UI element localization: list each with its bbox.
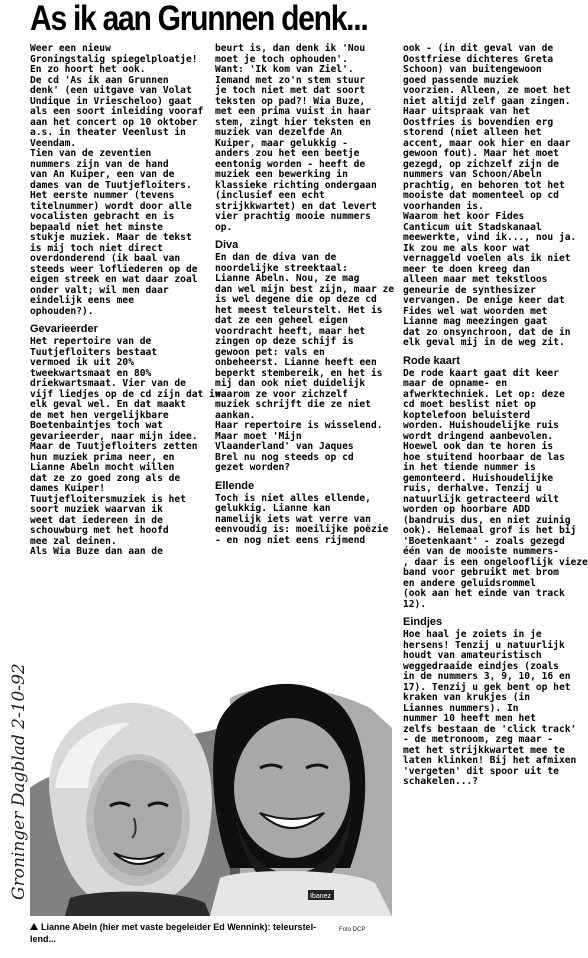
- subheading-gevarieerder: Gevarieerder: [30, 323, 98, 335]
- subheading-diva: Diva: [215, 239, 239, 251]
- subheading-rode-kaart: Rode kaart: [403, 354, 460, 367]
- paragraph-intro: Weer een nieuw Groningstalig spiegelploatje! En zo hoort het ook. De cd 'As ik aan Grunnen denk' (een uitgave van Volat Undique in Vriescheloo) gaat als een soort inleiding vooraf aan het concert op 10 oktober a.s. in theater Veenlust in Veendam. Tien van de zeventien nummers zijn van de hand van An Kuiper, een van de dames van de Tuutjefloiters. Het eerste nummer (tevens titelnummer) wordt door alle vocalisten gebracht en is bepaald niet het minste stukje muziek. Maar de tekst is mij toch niet direct overdonderend (ik baal van steeds weer lofliederen op de eigen streek en wat daar zoal onder valt; wil men daar eindelijk eens mee ophouden?).: [30, 43, 204, 317]
- paragraph-intro: ook - (in dit geval van de Oostfriese dichteres Greta Schoon) van buitengewoon goed passende muziek voorzien. Alleen, ze moet het niet altijd zelf gaan zingen. Haar uitspraak van het Oostfries is bovendien erg storend (niet alleen het accent, maar ook hier en daar gewoon fout). Maar het moet gezegd, op zichzelf zijn de nummers van Schoon/Abeln prachtig, en behoren tot het mooiste dat momenteel op cd voorhanden is. Waarom het koor Fides Canticum uit Stadskanaal meewerkte, vind ik..., nou ja. Ik zou me als koor wat vernaggeld voelen als ik niet meer te doen kreeg dan alleen maar met tekstloos geneurie de synthesizer vervangen. De enige keer dat Fides wel wat woorden met Lianne mag meezingen gaat dat zo onsynchroon, dat de in elk geval mij in de weg zit.: [403, 43, 577, 348]
- subheading-ellende: Ellende: [215, 479, 255, 492]
- photo-lianne-abeln-and-ed-wennink: [30, 668, 392, 916]
- handwritten-source-note: [9, 663, 29, 900]
- paragraph: Hoe haal je zoiets in je hersens! Tenzij u natuurlijk houdt van amateuristisch weggedraaide eindjes (zoals in de nummers 3, 9, 10, 16 en 17). Tenzij u gek bent op het kraken van krukjes (in Liannes nummers). In nummer 10 heeft men het zelfs bestaan de 'click track' - de metronoom, zeg maar - met het strijkkwartet mee te laten klinken! Bij het afmixen 'vergeten' dit spoor uit te schakelen...?: [403, 629, 577, 787]
- paragraph: Het repertoire van de Tuutjefloiters bestaat vermoed ik uit 20% tweekwartsmaat en 80% driekwartsmaat. Vier van de vijf liedjes op de cd zijn dat in elk geval wel. En dat maakt de met hen vergelijkbare Boetenbaintjes toch wat gevarieerder, naar mijn idee. Maar de Tuutjefloiters zetten hun muziek prima neer, en Lianne Abeln mocht willen dat ze zo goed zong als de dames Kuiper! Tuutjefloitersmuziek is het soort muziek waarvan ik weet dat iedereen in de schouwburg met het hoofd mee zal deinen. Als Wia Buze dan aan de: [30, 336, 221, 557]
- photo-caption: [30, 921, 370, 945]
- triangle-marker-icon: [30, 923, 38, 930]
- article-column-2: [215, 44, 393, 546]
- headline: As ik aan Grunnen denk...: [30, 0, 368, 38]
- side-signature-text: Groninger Dagblad 2-10-92: [9, 663, 29, 900]
- svg-text:Ibanez: Ibanez: [310, 893, 332, 900]
- photo-caption-text: Lianne Abeln (hier met vaste begeleider Ed Wennink): teleurstel- lend...: [30, 922, 317, 944]
- photo-illustration: [30, 668, 392, 916]
- paragraph-intro: beurt is, dan denk ik 'Nou moet je toch ophouden'. Want: 'Ik kom van Ziel'. Iemand met zo'n stem stuur je toch niet met dat soort teksten op pad?! Wia Buze, met een prima vuist in haar stem, zingt hier teksten en muziek van dezelfde An Kuiper, maar gelukkig - anders zou het een beetje eentonig worden - heeft de muziek een bewerking in klassieke richting ondergaan (inclusief een echt strijkkwartet) en dat levert vier prachtig mooie nummers op.: [215, 43, 377, 233]
- paragraph: En dan de diva van de noordelijke streektaal: Lianne Abeln. Nou, ze mag dan wel mijn best zijn, maar ze is wel degene die op deze cd het meest teleurstelt. Het is dat ze een geheel eigen voordracht heeft, maar het zingen op deze schijf is gewoon pet: vals en onbeheerst. Lianne heeft een beperkt stembereik, en het is mij dan ook niet duidelijk waarom ze voor zichzelf muziek schrijft die ze niet aankan. Haar repertoire is wisselend. Maar moet 'Mijn Vlaanderland' van Jaques Brel nu nog steeds op cd gezet worden?: [215, 252, 395, 473]
- paragraph: De rode kaart gaat dit keer maar de opname- en afwerktechniek. Let op: deze cd moet beslist niet op koptelefoon beluisterd worden. Huishoudelijke ruis wordt dringend aanbevolen. Hoewel ook dan te horen is hoe stuitend hoorbaar de las in het tiende nummer is gemonteerd. Huishoudelijke ruis, derhalve. Tenzij u natuurlijk getracteerd wilt worden op hoorbare ADD (bandruis dus, en niet zuinig ook). Helemaal grof is het bij 'Boetenkaant' - zoals gezegd één van de mooiste nummers- , daar is een ongelooflijk vieze band voor gebruikt met brom en andere geluidsrommel (ook aan het einde van track 12).: [403, 367, 588, 610]
- paragraph: Toch is niet alles ellende, gelukkig. Lianne kan namelijk iets wat verre van eenvoudig is: moeilijke poëzie - en nog niet eens rijmend: [215, 492, 389, 546]
- photo-credit: Foto DCP: [339, 927, 366, 933]
- article-column-1: [30, 43, 221, 558]
- article-column-3: [403, 43, 588, 788]
- subheading-eindjes: Eindjes: [403, 616, 443, 628]
